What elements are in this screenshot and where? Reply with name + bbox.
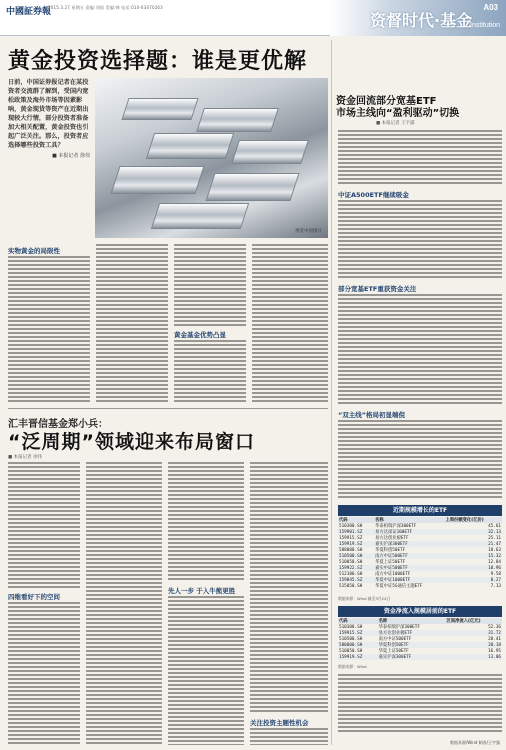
table-cell: 512100.SH	[339, 571, 363, 577]
table-cell: 32.13	[444, 529, 502, 535]
table-cell: 588000.SH	[339, 547, 363, 553]
story2-kicker: 汇丰晋信基金郑小兵：	[8, 419, 108, 430]
table1-header-name: 名称	[374, 517, 444, 523]
table-cell: 159922.SZ	[338, 565, 374, 571]
story1-column-4	[252, 244, 328, 404]
subhead-ahead-of-cycle: 先人一步 于入牛熊更胜	[168, 587, 236, 595]
table1-header-change: 上周份额变化(亿份)	[444, 517, 502, 523]
table-cell: 588000.SH	[338, 642, 378, 648]
table-cell: 华泰柏瑞沪深300ETF	[378, 625, 420, 630]
photo-caption: 视觉中国图片	[295, 229, 322, 234]
subhead-gold-fund: 黄金基金优势凸显	[174, 331, 226, 339]
story1-column-1	[8, 256, 90, 404]
teaser-text: 日前，中国证券报记者在某投资者交流群了解到，受国内宽松政策及海外市场等因素影响，黄金现货等资产在近期出现较大行情，部分投资者准备加大相关配置，黄金投资也引起广泛关注。那么，投资者应选择哪些投资工具？	[8, 79, 89, 149]
table-cell: 易方达深证100ETF	[374, 529, 444, 535]
teaser-byline: ■ 本报记者 徐伟	[52, 153, 90, 159]
table-cell: 华夏上证50ETF	[378, 649, 409, 654]
table1-header-code: 代码	[338, 517, 374, 523]
table-cell: 159845.SZ	[338, 577, 374, 583]
story3-headline-line2: 市场主线向“盈利驱动”切换	[336, 108, 460, 119]
table-cell: 7.13	[490, 583, 501, 589]
table2-header-code: 代码	[338, 618, 378, 624]
story3-para-1	[338, 130, 502, 186]
story2-column-1b	[8, 602, 80, 745]
table-cell: 9.58	[490, 571, 501, 577]
story-teaser	[8, 78, 90, 161]
issue-meta: 2015.3.27 星期五 责编:刘国 美编:韩 电话:010-63070263	[48, 5, 163, 10]
table1-note: 数据来源：Wind 截至3月24日	[338, 596, 391, 601]
table-cell: 南方中证500ETF	[374, 553, 444, 559]
story3-headline-line1: 资金回流部分宽基ETF	[336, 96, 437, 107]
story3-para-5	[338, 674, 502, 734]
subhead-broad-based-etf: 部分宽基ETF重获资金关注	[338, 285, 417, 293]
table-cell: 159919.SZ	[338, 654, 378, 660]
story3-para-2	[338, 200, 502, 280]
table-cell: 31.72	[446, 630, 502, 636]
table-cell: 16.95	[488, 648, 501, 654]
story2-byline: ■ 本报记者 徐伟	[8, 455, 43, 460]
story2-column-3b	[168, 596, 244, 745]
page-footer: 数据来源/Wind 制表/王宇露	[449, 740, 500, 745]
table-cell: 52.36	[488, 624, 501, 630]
section-english: Institution	[470, 22, 500, 29]
table-cell: 南方中证1000ETF	[375, 572, 411, 577]
table1-title: 近期规模增长的ETF	[338, 505, 502, 516]
etf-growth-table	[338, 517, 502, 589]
section-title: 资督时代·基金	[370, 11, 473, 30]
table-cell: 510500.SH	[338, 553, 374, 559]
table-cell: 华泰柏瑞沪深300ETF	[375, 524, 417, 529]
story-divider	[8, 408, 328, 409]
gold-bars-photo	[95, 78, 328, 238]
table-cell: 510050.SH	[339, 648, 363, 654]
masthead	[0, 0, 506, 36]
table-cell: 159915.SZ	[339, 535, 363, 541]
table2-header-name: 名称	[378, 618, 446, 624]
table-cell: 嘉实沪深300ETF	[374, 541, 444, 547]
page-number: A03	[483, 3, 498, 12]
table-cell: 510500.SH	[339, 636, 363, 642]
subhead-four-dimensions: 四维看好下的空间	[8, 593, 60, 601]
subhead-theme-opportunity: 关注投资主题性机会	[250, 719, 309, 727]
table-cell: 易方达创业板ETF	[375, 536, 409, 541]
story3-byline: ■ 本报记者 王宇露	[376, 121, 415, 126]
story1-column-2	[96, 244, 168, 404]
story2-headline: “泛周期”领域迎来布局窗口	[8, 431, 255, 453]
table-cell: 159901.SZ	[338, 529, 374, 535]
story1-column-3b	[174, 340, 246, 404]
table-cell: 华夏上证50ETF	[375, 560, 406, 565]
table-cell: 华夏中证5G通信主题ETF	[375, 584, 423, 589]
table-cell: 8.27	[444, 577, 502, 583]
story2-column-2	[86, 462, 162, 745]
table-cell: 15.32	[444, 553, 502, 559]
table-cell: 159919.SZ	[338, 541, 374, 547]
table2-note: 数据来源：Wind	[338, 664, 367, 669]
etf-inflow-table	[338, 618, 502, 660]
table-cell: 10.96	[444, 565, 502, 571]
story2-column-1a	[8, 462, 80, 588]
table-cell: 华夏科创50ETF	[378, 642, 446, 648]
table-cell: 159915.SZ	[338, 630, 378, 636]
table-cell: 510300.SH	[339, 624, 363, 630]
table-cell: 13.06	[446, 654, 502, 660]
table-cell: 南方中证500ETF	[378, 637, 412, 642]
story2-column-4b	[250, 728, 328, 745]
table-cell: 嘉实中证500ETF	[374, 565, 444, 571]
table-cell: 易方达创业板ETF	[378, 630, 446, 636]
table-cell: 515050.SH	[339, 583, 363, 589]
table2-title: 资金净流入规模居前的ETF	[338, 606, 502, 617]
table-row	[338, 654, 502, 660]
story1-column-3a	[174, 244, 246, 326]
table-cell: 45.61	[488, 523, 501, 529]
table-cell: 21.47	[444, 541, 502, 547]
table-cell: 18.63	[488, 547, 501, 553]
subhead-physical-gold: 实物黄金的局限性	[8, 247, 60, 255]
story3-para-4	[338, 420, 502, 500]
table-cell: 12.84	[488, 559, 501, 565]
table-cell: 嘉实沪深300ETF	[378, 654, 446, 660]
table-cell: 20.18	[446, 642, 502, 648]
story3-para-3	[338, 294, 502, 406]
main-headline: 黄金投资选择题：谁是更优解	[8, 49, 308, 74]
story2-column-4a	[250, 462, 328, 714]
column-divider	[331, 40, 332, 745]
table-row	[338, 583, 502, 589]
table-cell: 510300.SH	[339, 523, 363, 529]
table-cell: 华夏科创50ETF	[375, 548, 406, 553]
table-cell: 28.41	[488, 636, 501, 642]
newspaper-logo: 中國証券報	[6, 7, 52, 17]
table-cell: 华夏中证1000ETF	[374, 577, 444, 583]
table-cell: 25.11	[488, 535, 501, 541]
subhead-dual-mainline: “双主线”格局初显端倪	[338, 411, 406, 419]
subhead-a500-etf: 中证A500ETF继续吸金	[338, 191, 409, 199]
story2-column-3a	[168, 462, 244, 582]
table2-header-inflow: 区间净流入(亿元)	[446, 618, 502, 624]
table-cell: 510050.SH	[339, 559, 363, 565]
